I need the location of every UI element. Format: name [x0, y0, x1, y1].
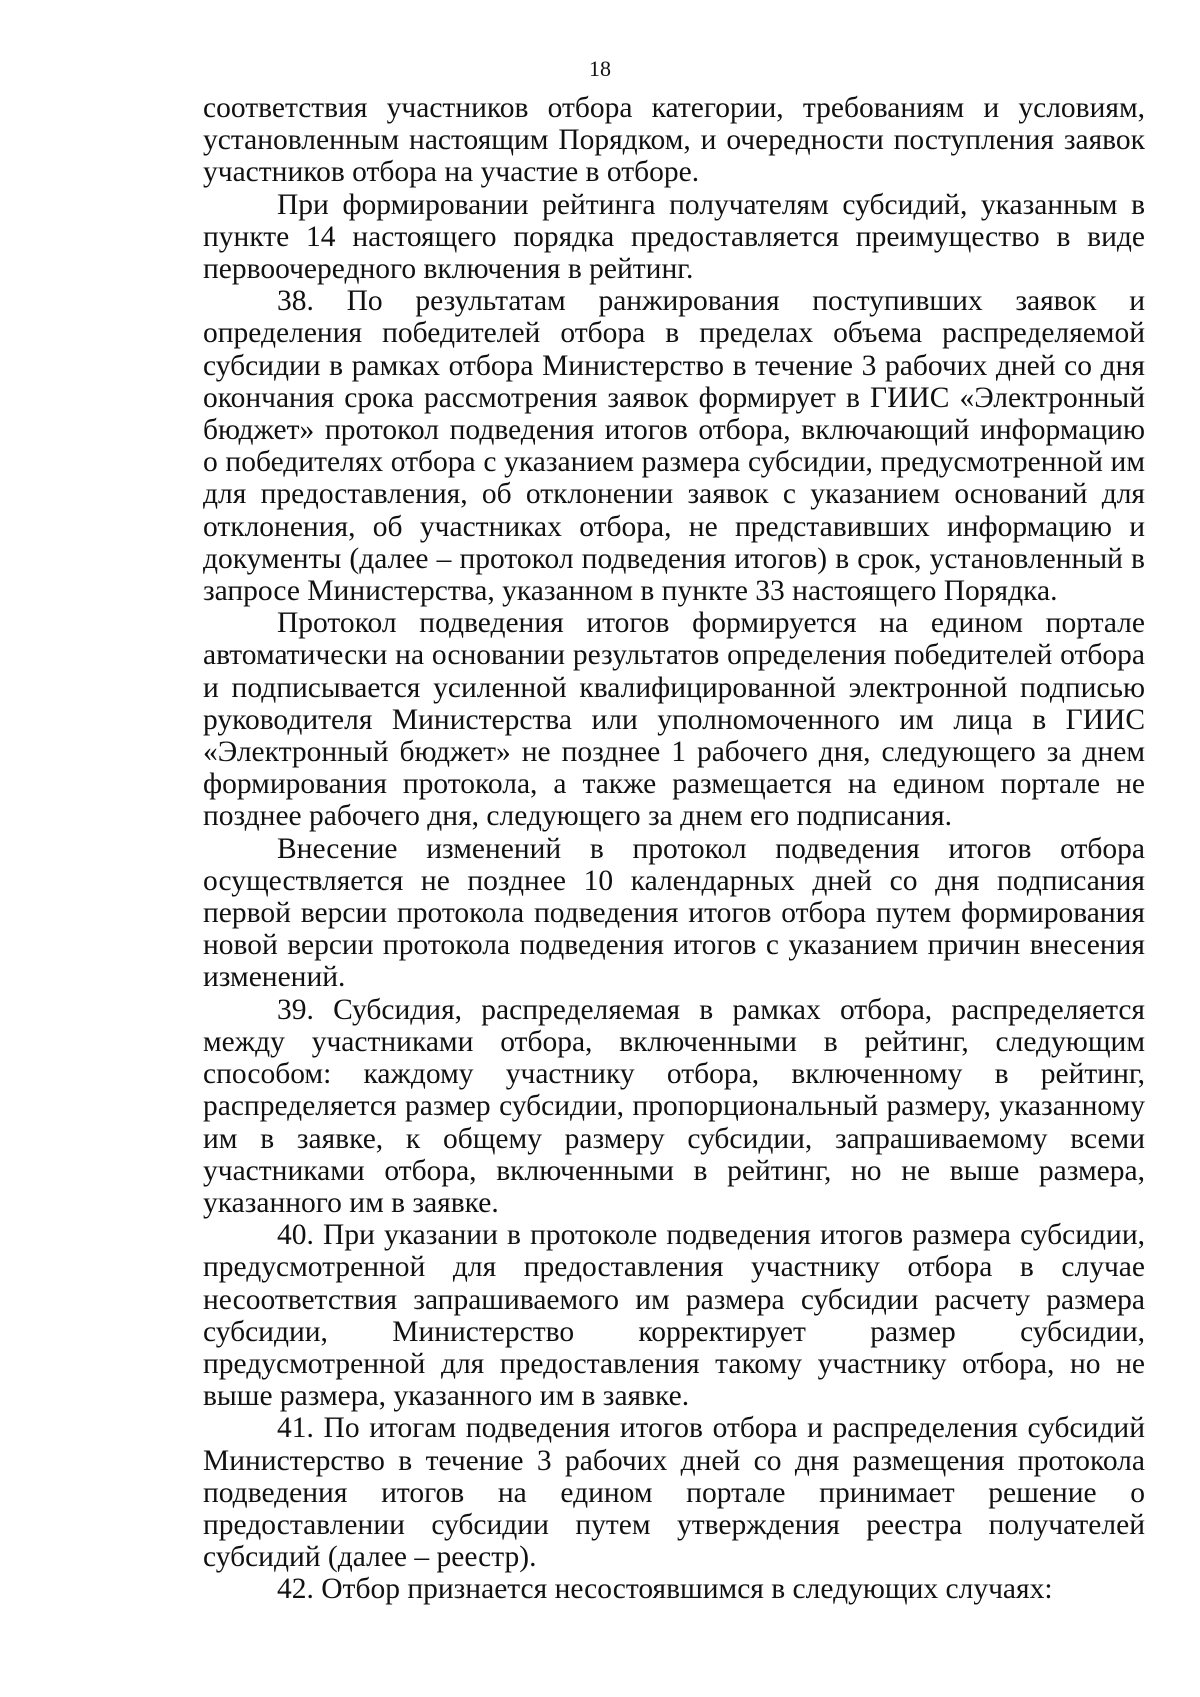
- paragraph-item-39: 39. Субсидия, распределяемая в рамках отбора, распределяется между участниками отбора, включенными в рейтинг, следующим способом: каждому участнику отбора, включенному в рейтинг, распределяется размер субсидии, пропорциональный размеру, указанному им в заявке, к общему размеру субсидии, запрашиваемому всеми участниками отбора, включенными в рейтинг, но не выше размера, указанного им в заявке.: [203, 993, 1145, 1219]
- paragraph-item-42: 42. Отбор признается несостоявшимся в следующих случаях:: [277, 1573, 1053, 1606]
- paragraph-item-41: 41. По итогам подведения итогов отбора и распределения субсидий Министерство в течение 3 рабочих дней со дня размещения протокола подведения итогов на едином портале принимает решение о предоставлении субсидии путем утверждения реестра получателей субсидий (далее – реестр).: [203, 1412, 1145, 1574]
- paragraph-item-40: 40. При указании в протоколе подведения итогов размера субсидии, предусмотренной для предоставления участнику отбора в случае несоответствия запрашиваемого им размера субсидии расчету размера субсидии, Министерство корректирует размер субсидии, предусмотренной для предоставления такому участнику отбора, но не выше размера, указанного им в заявке.: [203, 1219, 1145, 1413]
- body-text: [203, 92, 1145, 1606]
- paragraph: Внесение изменений в протокол подведения итогов отбора осуществляется не позднее 10 календарных дней со дня подписания первой версии протокола подведения итогов отбора путем формирования новой версии протокола подведения итогов с указанием причин внесения изменений.: [203, 832, 1145, 994]
- page-number: 18: [589, 56, 611, 81]
- paragraph-item-38: 38. По результатам ранжирования поступивших заявок и определения победителей отбора в пределах объема распределяемой субсидии в рамках отбора Министерство в течение 3 рабочих дней со дня окончания срока рассмотрения заявок формирует в ГИИС «Электронный бюджет» протокол подведения итогов отбора, включающий информацию о победителях отбора с указанием размера субсидии, предусмотренной им для предоставления, об отклонении заявок с указанием оснований для отклонения, об участниках отбора, не представивших информацию и документы (далее – протокол подведения итогов) в срок, установленный в запросе Министерства, указанном в пункте 33 настоящего Порядка.: [203, 285, 1145, 608]
- paragraph: При формировании рейтинга получателям субсидий, указанным в пункте 14 настоящего порядка предоставляется преимущество в виде первоочередного включения в рейтинг.: [203, 188, 1145, 286]
- paragraph: Протокол подведения итогов формируется на едином портале автоматически на основании результатов определения победителей отбора и подписывается усиленной квалифицированной электронной подписью руководителя Министерства или уполномоченного им лица в ГИИС «Электронный бюджет» не позднее 1 рабочего дня, следующего за днем формирования протокола, а также размещается на едином портале не позднее рабочего дня, следующего за днем его подписания.: [203, 607, 1145, 833]
- paragraph: соответствия участников отбора категории, требованиям и условиям, установленным настоящим Порядком, и очередности поступления заявок участников отбора на участие в отборе.: [203, 92, 1145, 189]
